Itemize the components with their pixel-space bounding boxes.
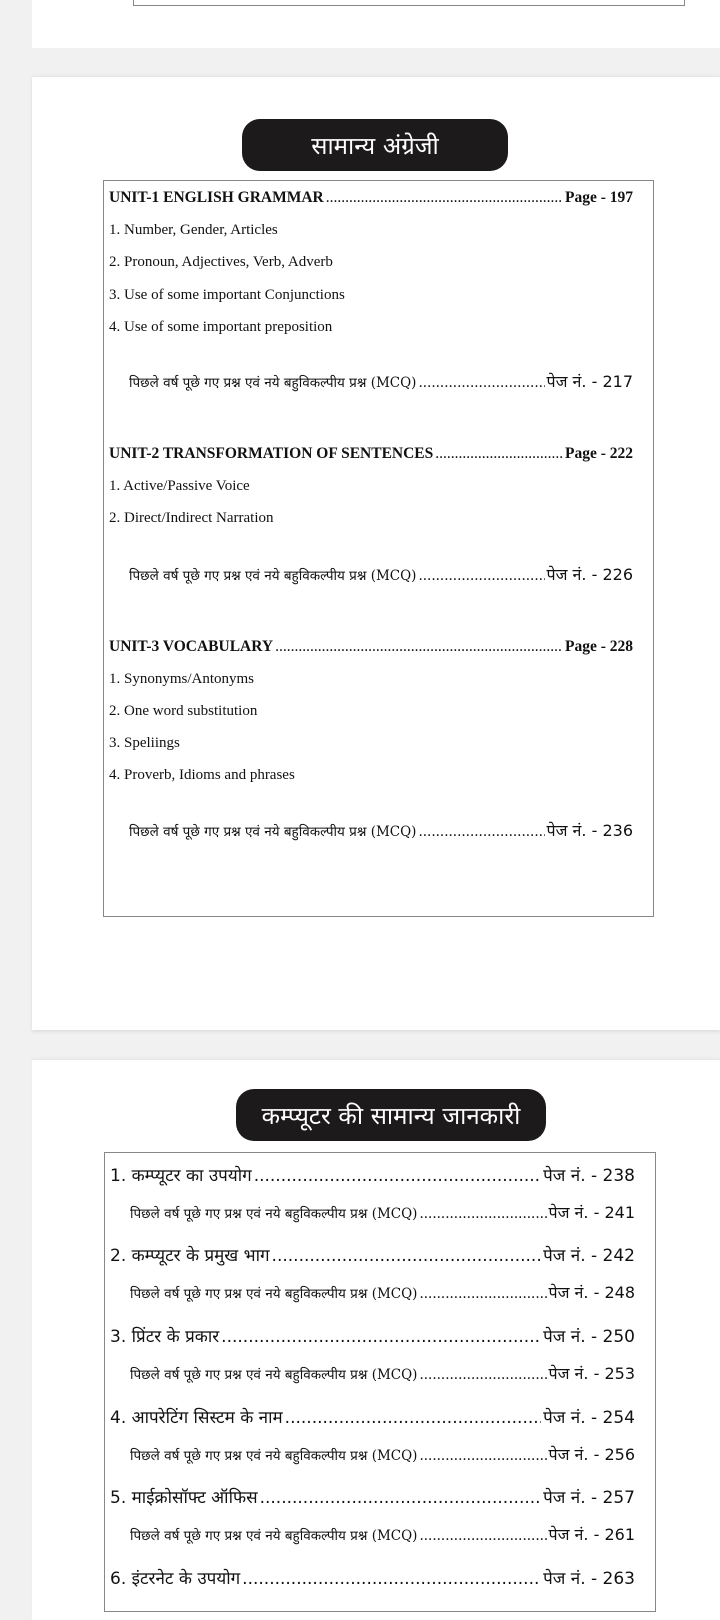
mcq-row-2[interactable] [129,563,633,585]
mcq-page: पेज नं. - 253 [548,1364,635,1383]
dot-leader [419,1448,546,1464]
item-label: 4. आपरेटिंग सिस्टम के नाम [110,1408,283,1428]
dot-leader [275,638,563,656]
mcq-page: पेज नं. - 241 [548,1203,635,1222]
mcq-label: पिछले वर्ष पूछे गए प्रश्न एवं नये बहुविकल्पीय प्रश्न (MCQ) [129,375,417,391]
mcq-page: पेज नं. - 236 [546,821,633,840]
item-page: पेज नं. - 254 [543,1408,635,1428]
section-title-english: सामान्य अंग्रेजी [242,119,508,171]
mcq-page: पेज नं. - 261 [548,1525,635,1544]
computer-item-3[interactable] [110,1324,635,1347]
computer-mcq-4[interactable] [130,1443,635,1465]
item-page: पेज नं. - 257 [543,1488,635,1508]
topic-item: 1. Active/Passive Voice [109,478,250,494]
computer-item-4[interactable] [110,1405,635,1428]
topic-item: 1. Synonyms/Antonyms [109,671,255,687]
topic-item: 3. Use of some important Conjunctions [109,287,345,303]
section-title-computer: कम्प्यूटर की सामान्य जानकारी [236,1089,546,1141]
unit-page: Page - 197 [564,189,633,206]
dot-leader [242,1569,541,1589]
unit-page: Page - 222 [564,445,633,462]
unit-heading-2[interactable] [109,445,633,463]
dot-leader [418,375,544,391]
topic-item: 4. Use of some important preposition [109,319,333,335]
dot-leader [418,568,544,584]
item-label: 2. कम्प्यूटर के प्रमुख भाग [110,1246,270,1266]
item-page: पेज नं. - 250 [543,1327,635,1347]
english-toc-box [103,180,654,917]
computer-item-2[interactable] [110,1243,635,1266]
dot-leader [419,1206,546,1222]
unit-page: Page - 228 [564,638,633,655]
topic-item: 2. Direct/Indirect Narration [109,510,274,526]
dot-leader [418,824,544,840]
topic-item: 3. Speliings [109,735,180,751]
dot-leader [285,1408,541,1428]
dot-leader [435,445,563,463]
mcq-label: पिछले वर्ष पूछे गए प्रश्न एवं नये बहुविकल्पीय प्रश्न (MCQ) [130,1286,418,1302]
item-label: 6. इंटरनेट के उपयोग [110,1569,241,1589]
item-label: 1. कम्प्यूटर का उपयोग [110,1166,252,1186]
mcq-page: पेज नं. - 226 [546,565,633,584]
topic-item: 4. Proverb, Idioms and phrases [109,767,295,783]
item-label: 5. माईक्रोसॉफ्ट ऑफिस [110,1488,258,1508]
computer-mcq-3[interactable] [130,1362,635,1384]
mcq-page: पेज नं. - 256 [548,1445,635,1464]
dot-leader [419,1367,546,1383]
mcq-label: पिछले वर्ष पूछे गए प्रश्न एवं नये बहुविकल्पीय प्रश्न (MCQ) [130,1206,418,1222]
previous-content-box [133,0,685,6]
dot-leader [419,1286,546,1302]
computer-item-6[interactable] [110,1566,635,1589]
mcq-row-1[interactable] [129,370,633,392]
topic-item: 2. One word substitution [109,703,258,719]
mcq-page: पेज नं. - 248 [548,1283,635,1302]
topic-item: 1. Number, Gender, Articles [109,222,278,238]
mcq-page: पेज नं. - 217 [546,372,633,391]
computer-mcq-5[interactable] [130,1523,635,1545]
item-page: पेज नं. - 238 [543,1166,635,1186]
unit-heading-1[interactable] [109,189,633,207]
mcq-label: पिछले वर्ष पूछे गए प्रश्न एवं नये बहुविकल्पीय प्रश्न (MCQ) [130,1448,418,1464]
item-page: पेज नं. - 263 [543,1569,635,1589]
topic-item: 2. Pronoun, Adjectives, Verb, Adverb [109,254,333,270]
dot-leader [254,1166,541,1186]
unit-title: UNIT-2 TRANSFORMATION OF SENTENCES [109,445,434,462]
dot-leader [221,1327,541,1347]
dot-leader [326,189,563,207]
computer-mcq-2[interactable] [130,1281,635,1303]
mcq-row-3[interactable] [129,819,633,841]
computer-item-1[interactable] [110,1163,635,1186]
computer-toc-box [104,1152,656,1612]
mcq-label: पिछले वर्ष पूछे गए प्रश्न एवं नये बहुविकल्पीय प्रश्न (MCQ) [129,824,417,840]
dot-leader [419,1528,546,1544]
computer-item-5[interactable] [110,1485,635,1508]
unit-title: UNIT-1 ENGLISH GRAMMAR [109,189,324,206]
dot-leader [272,1246,542,1266]
dot-leader [260,1488,542,1508]
unit-title: UNIT-3 VOCABULARY [109,638,274,655]
computer-mcq-1[interactable] [130,1201,635,1223]
mcq-label: पिछले वर्ष पूछे गए प्रश्न एवं नये बहुविकल्पीय प्रश्न (MCQ) [129,568,417,584]
item-page: पेज नं. - 242 [543,1246,635,1266]
mcq-label: पिछले वर्ष पूछे गए प्रश्न एवं नये बहुविकल्पीय प्रश्न (MCQ) [130,1367,418,1383]
unit-heading-3[interactable] [109,638,633,656]
previous-page [32,0,720,48]
item-label: 3. प्रिंटर के प्रकार [110,1327,220,1347]
mcq-label: पिछले वर्ष पूछे गए प्रश्न एवं नये बहुविकल्पीय प्रश्न (MCQ) [130,1528,418,1544]
